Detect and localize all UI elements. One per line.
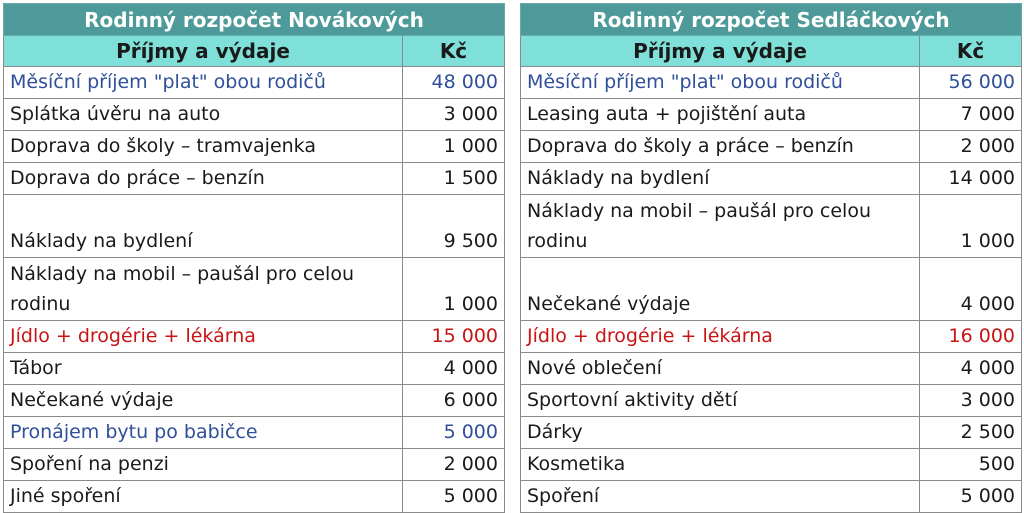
row-amount: 4 000 — [920, 353, 1022, 385]
row-label: Náklady na mobil – paušál pro celou rodinu — [521, 195, 920, 258]
row-amount: 9 500 — [403, 195, 505, 258]
row-amount: 6 000 — [403, 385, 505, 417]
table-row — [521, 67, 1022, 99]
row-label: Nové oblečení — [521, 353, 920, 385]
row-label: Spoření — [521, 481, 920, 513]
row-amount: 16 000 — [920, 321, 1022, 353]
table-title-row — [521, 4, 1022, 36]
row-amount: 2 000 — [920, 131, 1022, 163]
row-label: Jídlo + drogérie + lékárna — [521, 321, 920, 353]
row-amount: 1 000 — [403, 258, 505, 321]
row-amount: 2 000 — [403, 449, 505, 481]
table-title: Rodinný rozpočet Sedláčkových — [521, 4, 1022, 36]
row-label: Doprava do školy a práce – benzín — [521, 131, 920, 163]
row-amount: 500 — [920, 449, 1022, 481]
row-amount: 48 000 — [403, 67, 505, 99]
table-row — [521, 131, 1022, 163]
row-label: Sportovní aktivity dětí — [521, 385, 920, 417]
row-amount: 3 000 — [920, 385, 1022, 417]
row-amount: 1 000 — [403, 131, 505, 163]
table-row — [4, 195, 505, 258]
table-row — [4, 67, 505, 99]
row-label: Tábor — [4, 353, 403, 385]
row-label: Nečekané výdaje — [4, 385, 403, 417]
table-row — [521, 385, 1022, 417]
table-row — [4, 481, 505, 513]
table-row — [4, 99, 505, 131]
row-amount: 15 000 — [403, 321, 505, 353]
row-amount: 5 000 — [920, 481, 1022, 513]
table-row — [4, 417, 505, 449]
table-row — [521, 99, 1022, 131]
table-row — [4, 321, 505, 353]
table-row — [521, 353, 1022, 385]
table-row — [4, 163, 505, 195]
row-label: Kosmetika — [521, 449, 920, 481]
row-label: Doprava do práce – benzín — [4, 163, 403, 195]
row-label: Měsíční příjem "plat" obou rodičů — [521, 67, 920, 99]
column-header-amount: Kč — [403, 36, 505, 67]
row-label: Měsíční příjem "plat" obou rodičů — [4, 67, 403, 99]
row-label: Splátka úvěru na auto — [4, 99, 403, 131]
table-row — [521, 195, 1022, 258]
row-amount: 4 000 — [920, 258, 1022, 321]
table-title-row — [4, 4, 505, 36]
row-amount: 5 000 — [403, 417, 505, 449]
row-amount: 14 000 — [920, 163, 1022, 195]
table-row — [4, 449, 505, 481]
row-label: Dárky — [521, 417, 920, 449]
row-amount: 7 000 — [920, 99, 1022, 131]
row-label: Nečekané výdaje — [521, 258, 920, 321]
row-amount: 56 000 — [920, 67, 1022, 99]
table-row — [521, 321, 1022, 353]
table-row — [521, 481, 1022, 513]
row-label: Pronájem bytu po babičce — [4, 417, 403, 449]
row-label: Jídlo + drogérie + lékárna — [4, 321, 403, 353]
row-amount: 3 000 — [403, 99, 505, 131]
table-row — [521, 258, 1022, 321]
table-header-row — [4, 36, 505, 67]
column-header-item: Příjmy a výdaje — [521, 36, 920, 67]
column-header-item: Příjmy a výdaje — [4, 36, 403, 67]
row-amount: 4 000 — [403, 353, 505, 385]
table-row — [521, 417, 1022, 449]
row-label: Náklady na bydlení — [4, 195, 403, 258]
row-amount: 5 000 — [403, 481, 505, 513]
budget-table-sedlacek — [520, 3, 1022, 513]
table-row — [521, 449, 1022, 481]
column-header-amount: Kč — [920, 36, 1022, 67]
row-label: Náklady na mobil – paušál pro celou rodinu — [4, 258, 403, 321]
row-label: Leasing auta + pojištění auta — [521, 99, 920, 131]
table-row — [521, 163, 1022, 195]
table-row — [4, 131, 505, 163]
table-row — [4, 353, 505, 385]
table-title: Rodinný rozpočet Novákových — [4, 4, 505, 36]
row-amount: 1 000 — [920, 195, 1022, 258]
row-label: Spoření na penzi — [4, 449, 403, 481]
table-header-row — [521, 36, 1022, 67]
budget-table-novak — [3, 3, 505, 513]
row-label: Jiné spoření — [4, 481, 403, 513]
table-row — [4, 385, 505, 417]
row-amount: 2 500 — [920, 417, 1022, 449]
row-label: Doprava do školy – tramvajenka — [4, 131, 403, 163]
row-label: Náklady na bydlení — [521, 163, 920, 195]
table-row — [4, 258, 505, 321]
row-amount: 1 500 — [403, 163, 505, 195]
